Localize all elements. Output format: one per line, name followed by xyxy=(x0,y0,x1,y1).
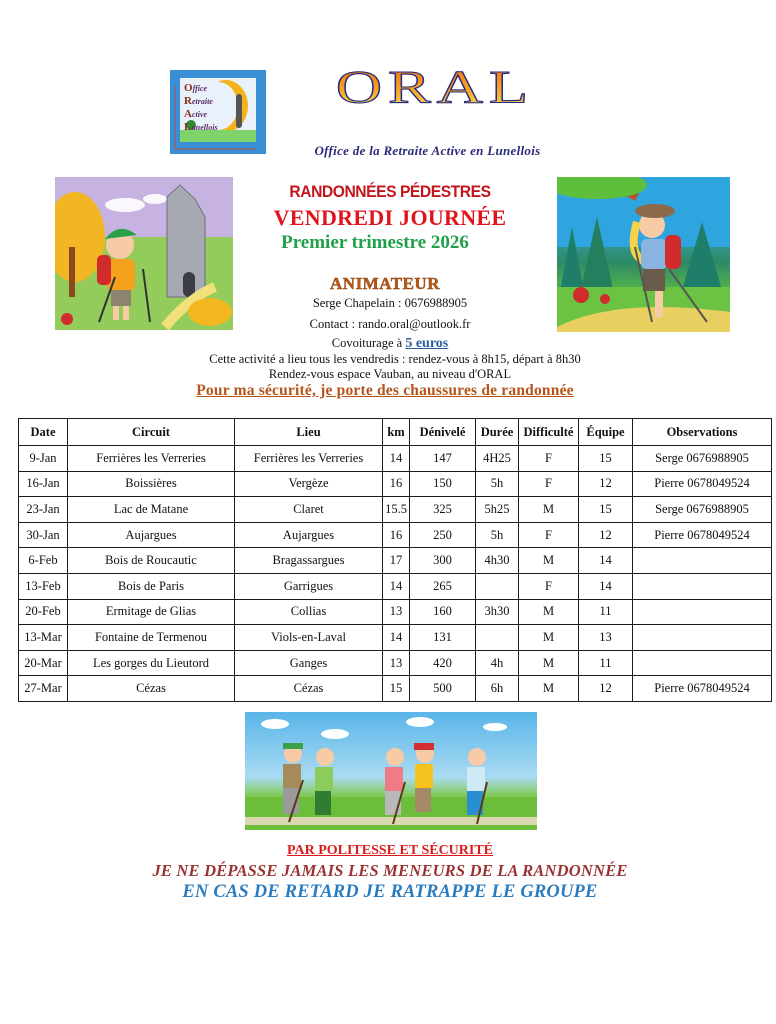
table-row xyxy=(19,625,772,651)
animator-heading: ANIMATEUR xyxy=(330,274,440,293)
cell-km: 13 xyxy=(383,599,410,625)
cell-difficulte: M xyxy=(519,650,579,676)
cell-km: 16 xyxy=(383,522,410,548)
cloud xyxy=(105,198,145,212)
cell-equipe: 13 xyxy=(579,625,633,651)
cell-difficulte: F xyxy=(519,471,579,497)
cell-difficulte: M xyxy=(519,497,579,523)
cell-observations: Serge 0676988905 xyxy=(633,497,772,523)
table-row xyxy=(19,650,772,676)
logo-frame xyxy=(174,86,256,150)
cell-equipe: 14 xyxy=(579,548,633,574)
session-title: VENDREDI JOURNÉE xyxy=(273,205,507,230)
hiker-backpack xyxy=(665,235,681,269)
hiker-hat xyxy=(635,204,675,218)
cell-equipe: 12 xyxy=(579,676,633,702)
cell-date: 23-Jan xyxy=(19,497,68,523)
cell-observations xyxy=(633,573,772,599)
group-of-hikers-drawing xyxy=(245,712,537,830)
cell-lieu: Collias xyxy=(235,599,383,625)
cloud xyxy=(483,723,507,731)
cell-difficulte: M xyxy=(519,676,579,702)
rules-heading: PAR POLITESSE ET SÉCURITÉ xyxy=(286,843,494,858)
hiker-4 xyxy=(414,743,434,812)
hiker-shirt xyxy=(641,239,667,269)
cell-equipe: 15 xyxy=(579,497,633,523)
column-header-duree: Durée xyxy=(476,419,519,446)
cell-duree: 3h30 xyxy=(476,599,519,625)
logo-letter: L xyxy=(184,121,192,133)
mushroom xyxy=(61,313,73,325)
cell-circuit: Ferrières les Verreries xyxy=(68,446,235,472)
table-row xyxy=(19,497,772,523)
rule-do-not-overtake-leaders: JE NE DÉPASSE JAMAIS LES MENEURS DE LA RANDONNÉE xyxy=(152,861,628,880)
cell-km: 14 xyxy=(383,573,410,599)
table-row xyxy=(19,676,772,702)
hiker-girl-forest-drawing xyxy=(557,177,730,332)
cell-circuit: Les gorges du Lieutord xyxy=(68,650,235,676)
logo-word: etraite xyxy=(191,97,213,106)
carpool-label: Covoiturage à xyxy=(331,336,406,350)
cell-duree xyxy=(476,625,519,651)
column-header-km: km xyxy=(383,419,410,446)
cell-date: 13-Mar xyxy=(19,625,68,651)
cell-circuit: Fontaine de Termenou xyxy=(68,625,235,651)
cell-date: 9-Jan xyxy=(19,446,68,472)
cell-lieu: Vergèze xyxy=(235,471,383,497)
cell-date: 16-Jan xyxy=(19,471,68,497)
cell-equipe: 15 xyxy=(579,446,633,472)
table-header-row xyxy=(19,419,772,446)
logo-letter: O xyxy=(184,82,193,94)
hiker-leg xyxy=(655,291,663,317)
cell-duree: 5h xyxy=(476,471,519,497)
cell-date: 27-Mar xyxy=(19,676,68,702)
cell-lieu: Bragassargues xyxy=(235,548,383,574)
cell-lieu: Ganges xyxy=(235,650,383,676)
activity-type-heading: RANDONNÉES PÉDESTRES xyxy=(289,182,491,201)
logo-word: unellois xyxy=(191,123,218,132)
cell-circuit: Ermitage de Glias xyxy=(68,599,235,625)
cell-denivele: 250 xyxy=(410,522,476,548)
mushroom xyxy=(573,287,589,303)
cell-lieu: Ferrières les Verreries xyxy=(235,446,383,472)
cell-difficulte: F xyxy=(519,446,579,472)
cell-lieu: Garrigues xyxy=(235,573,383,599)
column-header-difficulte: Difficulté xyxy=(519,419,579,446)
column-header-observations: Observations xyxy=(633,419,772,446)
table-row xyxy=(19,446,772,472)
cell-difficulte: M xyxy=(519,548,579,574)
cell-circuit: Boissières xyxy=(68,471,235,497)
cell-denivele: 500 xyxy=(410,676,476,702)
organization-title: ORAL xyxy=(290,62,580,112)
carpool-price: 5 euros xyxy=(405,336,449,351)
cell-denivele: 160 xyxy=(410,599,476,625)
column-header-date: Date xyxy=(19,419,68,446)
cell-km: 16 xyxy=(383,471,410,497)
cell-duree: 4h xyxy=(476,650,519,676)
cell-denivele: 420 xyxy=(410,650,476,676)
logo-letter: R xyxy=(184,95,192,107)
cloud xyxy=(406,717,434,727)
cell-date: 20-Feb xyxy=(19,599,68,625)
cell-equipe: 14 xyxy=(579,573,633,599)
animator-name-phone: Serge Chapelain : 0676988905 xyxy=(312,296,468,310)
cell-observations xyxy=(633,599,772,625)
cell-duree: 5h xyxy=(476,522,519,548)
logo-word: ctive xyxy=(191,110,208,119)
column-header-denivele: Dénivelé xyxy=(410,419,476,446)
cell-circuit: Cézas xyxy=(68,676,235,702)
cell-duree: 4H25 xyxy=(476,446,519,472)
cell-lieu: Aujargues xyxy=(235,522,383,548)
cell-lieu: Claret xyxy=(235,497,383,523)
cell-circuit: Lac de Matane xyxy=(68,497,235,523)
cloud xyxy=(261,719,289,729)
schedule-info: Cette activité a lieu tous les vendredis : rendez-vous à 8h15, départ à 8h30 xyxy=(209,352,581,366)
table-body xyxy=(19,446,772,702)
cell-equipe: 12 xyxy=(579,522,633,548)
table-row xyxy=(19,599,772,625)
cell-equipe: 11 xyxy=(579,599,633,625)
cell-lieu: Viols-en-Laval xyxy=(235,625,383,651)
cell-difficulte: F xyxy=(519,522,579,548)
cell-duree: 5h25 xyxy=(476,497,519,523)
hiker-backpack xyxy=(97,255,111,285)
cell-date: 13-Feb xyxy=(19,573,68,599)
cell-observations: Serge 0676988905 xyxy=(633,446,772,472)
cell-date: 30-Jan xyxy=(19,522,68,548)
cell-observations: Pierre 0678049524 xyxy=(633,471,772,497)
oral-logo xyxy=(170,70,266,154)
contact-email: Contact : rando.oral@outlook.fr xyxy=(309,317,471,331)
hiker-boy-castle-illustration xyxy=(55,177,233,330)
cell-difficulte: M xyxy=(519,599,579,625)
cell-lieu: Cézas xyxy=(235,676,383,702)
cell-duree: 4h30 xyxy=(476,548,519,574)
cell-denivele: 265 xyxy=(410,573,476,599)
meeting-point: Rendez-vous espace Vauban, au niveau d'ORAL xyxy=(268,367,512,381)
cell-km: 17 xyxy=(383,548,410,574)
cell-km: 14 xyxy=(383,446,410,472)
organization-subtitle: Office de la Retraite Active en Lunellois xyxy=(314,143,541,158)
cell-km: 15 xyxy=(383,676,410,702)
logo-word: ffice xyxy=(192,84,208,93)
cell-equipe: 11 xyxy=(579,650,633,676)
cell-observations xyxy=(633,548,772,574)
cell-date: 6-Feb xyxy=(19,548,68,574)
cell-difficulte: F xyxy=(519,573,579,599)
rule-catch-up-group: EN CAS DE RETARD JE RATRAPPE LE GROUPE xyxy=(182,882,598,902)
table-row xyxy=(19,548,772,574)
column-header-circuit: Circuit xyxy=(68,419,235,446)
castle-door xyxy=(183,272,195,297)
cell-observations: Pierre 0678049524 xyxy=(633,522,772,548)
cell-circuit: Bois de Paris xyxy=(68,573,235,599)
column-header-lieu: Lieu xyxy=(235,419,383,446)
cell-observations xyxy=(633,650,772,676)
cell-observations: Pierre 0678049524 xyxy=(633,676,772,702)
carpool-info xyxy=(250,336,530,352)
hiker-leg xyxy=(123,306,129,320)
table-row xyxy=(19,471,772,497)
tree-trunk xyxy=(69,247,75,297)
cell-denivele: 131 xyxy=(410,625,476,651)
cell-denivele: 300 xyxy=(410,548,476,574)
logo-letter: A xyxy=(184,108,192,120)
cell-denivele: 325 xyxy=(410,497,476,523)
hiker-girl-forest-illustration xyxy=(557,177,730,332)
hiker-shorts xyxy=(111,290,131,306)
cloud xyxy=(321,729,349,739)
period-heading: Premier trimestre 2026 xyxy=(281,232,469,253)
cell-denivele: 150 xyxy=(410,471,476,497)
cell-denivele: 147 xyxy=(410,446,476,472)
hiker-leg xyxy=(113,306,119,320)
group-of-hikers-illustration xyxy=(245,712,537,830)
mushroom xyxy=(600,294,610,304)
cell-circuit: Aujargues xyxy=(68,522,235,548)
cell-observations xyxy=(633,625,772,651)
column-header-equipe: Équipe xyxy=(579,419,633,446)
cell-difficulte: M xyxy=(519,625,579,651)
cell-km: 14 xyxy=(383,625,410,651)
cell-km: 15.5 xyxy=(383,497,410,523)
cell-date: 20-Mar xyxy=(19,650,68,676)
safety-note: Pour ma sécurité, je porte des chaussures de randonnée xyxy=(196,382,574,399)
cell-equipe: 12 xyxy=(579,471,633,497)
cloud xyxy=(143,194,167,204)
cell-duree xyxy=(476,573,519,599)
table-row xyxy=(19,522,772,548)
hikes-schedule-table xyxy=(18,418,772,702)
cell-circuit: Bois de Roucautic xyxy=(68,548,235,574)
cell-km: 13 xyxy=(383,650,410,676)
cell-duree: 6h xyxy=(476,676,519,702)
bush xyxy=(188,298,232,326)
hiker-boy-castle-drawing xyxy=(55,177,233,330)
table-row xyxy=(19,573,772,599)
hiker-shorts xyxy=(643,269,665,291)
